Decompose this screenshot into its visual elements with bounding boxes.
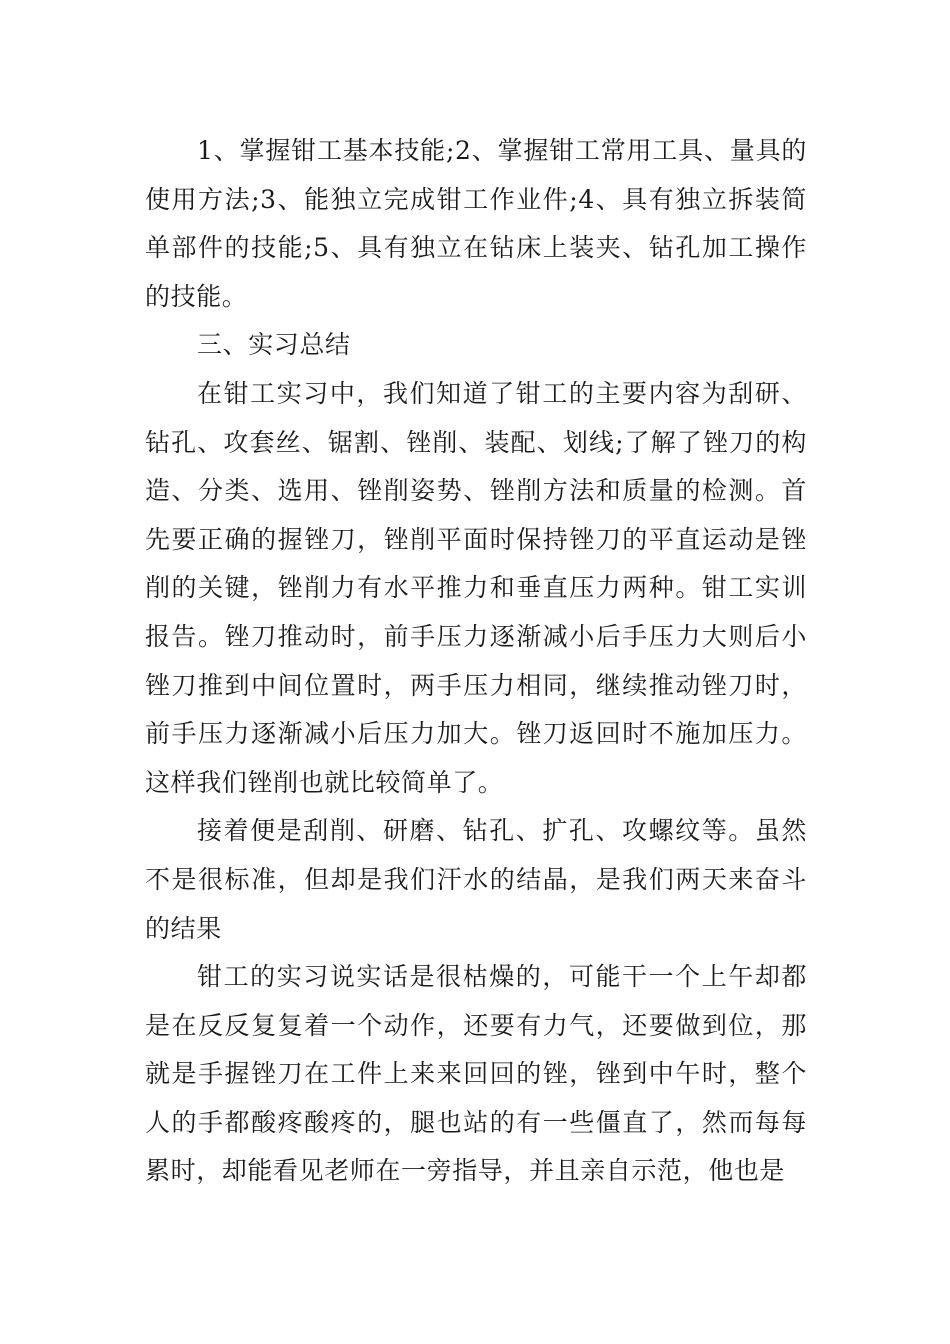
document-body [145,127,807,1196]
paragraph-scraping: 接着便是刮削、研磨、钻孔、扩孔、攻螺纹等。虽然不是很标准，但却是我们汗水的结晶，是我们两天来奋斗的结果 [145,816,807,943]
paragraph-experience: 钳工的实习说实话是很枯燥的，可能干一个上午却都是在反反复复着一个动作，还要有力气，还要做到位，那就是手握锉刀在工件上来来回回的锉，锉到中午时，整个人的手都酸疼酸疼的，腿也站的有一些僵直了，然而每每累时，却能看见老师在一旁指导，并且亲自示范，他也是 [145,962,807,1186]
section-heading-summary: 三、实习总结 [197,330,351,360]
paragraph-filing: 在钳工实习中，我们知道了钳工的主要内容为刮研、钻孔、攻套丝、锯割、锉削、装配、划线;了解了锉刀的构造、分类、选用、锉削姿势、锉削方法和质量的检测。首先要正确的握锉刀，锉削平面时保持锉刀的平直运动是锉削的关键，锉削力有水平推力和垂直压力两种。钳工实训报告。锉刀推动时，前手压力逐渐减小后手压力大则后小锉刀推到中间位置时，两手压力相同，继续推动锉刀时，前手压力逐渐减小后压力加大。锉刀返回时不施加压力。这样我们锉削也就比较简单了。 [145,378,807,797]
paragraph-skills: 1、掌握钳工基本技能;2、掌握钳工常用工具、量具的使用方法;3、能独立完成钳工作业件;4、具有独立拆装简单部件的技能;5、具有独立在钻床上装夹、钻孔加工操作的技能。 [145,136,807,311]
